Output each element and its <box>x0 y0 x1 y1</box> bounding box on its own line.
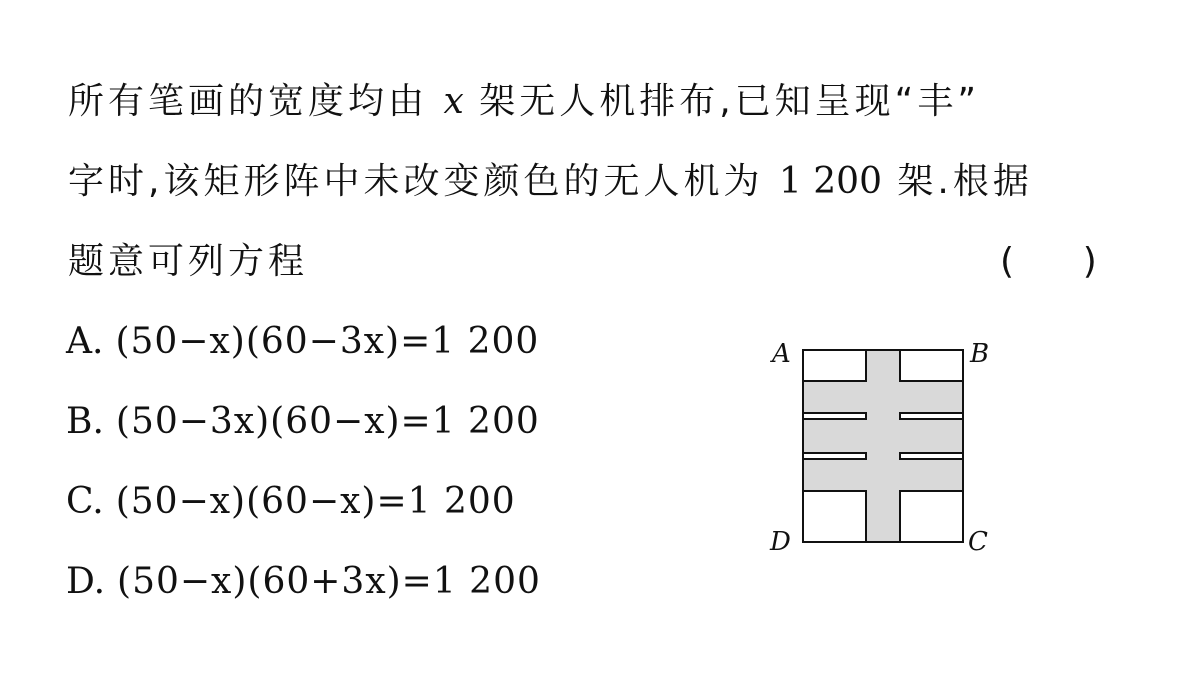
option-letter: C. <box>66 481 104 522</box>
option-letter: A. <box>66 321 104 362</box>
option-a[interactable] <box>66 320 539 364</box>
answer-blank: ( ) <box>1000 241 1097 282</box>
question-text-1b: 架无人机排布,已知呈现“丰” <box>479 81 980 122</box>
option-letter: B. <box>66 401 104 442</box>
question-line-3 <box>68 240 308 284</box>
question-text-2b: 架.根据 <box>897 161 1033 202</box>
option-c[interactable] <box>66 480 516 524</box>
option-b[interactable] <box>66 400 540 444</box>
option-d[interactable] <box>66 560 541 604</box>
feng-character-figure <box>760 330 1000 570</box>
drone-count: 1 200 <box>778 161 882 202</box>
question-line-1 <box>68 80 980 124</box>
option-expression: (50−x)(60+3x)=1 200 <box>117 561 541 602</box>
question-text-3: 题意可列方程 <box>68 241 309 282</box>
question-line-2 <box>68 160 1033 204</box>
vertex-label-c: C <box>968 527 988 557</box>
variable-x: x <box>443 81 464 122</box>
vertex-label-a: A <box>772 339 791 369</box>
question-text-2a: 字时,该矩形阵中未改变颜色的无人机为 <box>68 161 764 202</box>
question-text-1a: 所有笔画的宽度均由 <box>68 81 429 122</box>
option-expression: (50−3x)(60−x)=1 200 <box>115 401 540 442</box>
vertex-label-d: D <box>770 527 791 557</box>
vertex-label-b: B <box>970 339 990 369</box>
option-expression: (50−x)(60−3x)=1 200 <box>115 321 540 362</box>
feng-stroke-shading <box>803 350 963 542</box>
option-letter: D. <box>66 561 106 602</box>
option-expression: (50−x)(60−x)=1 200 <box>115 481 516 522</box>
